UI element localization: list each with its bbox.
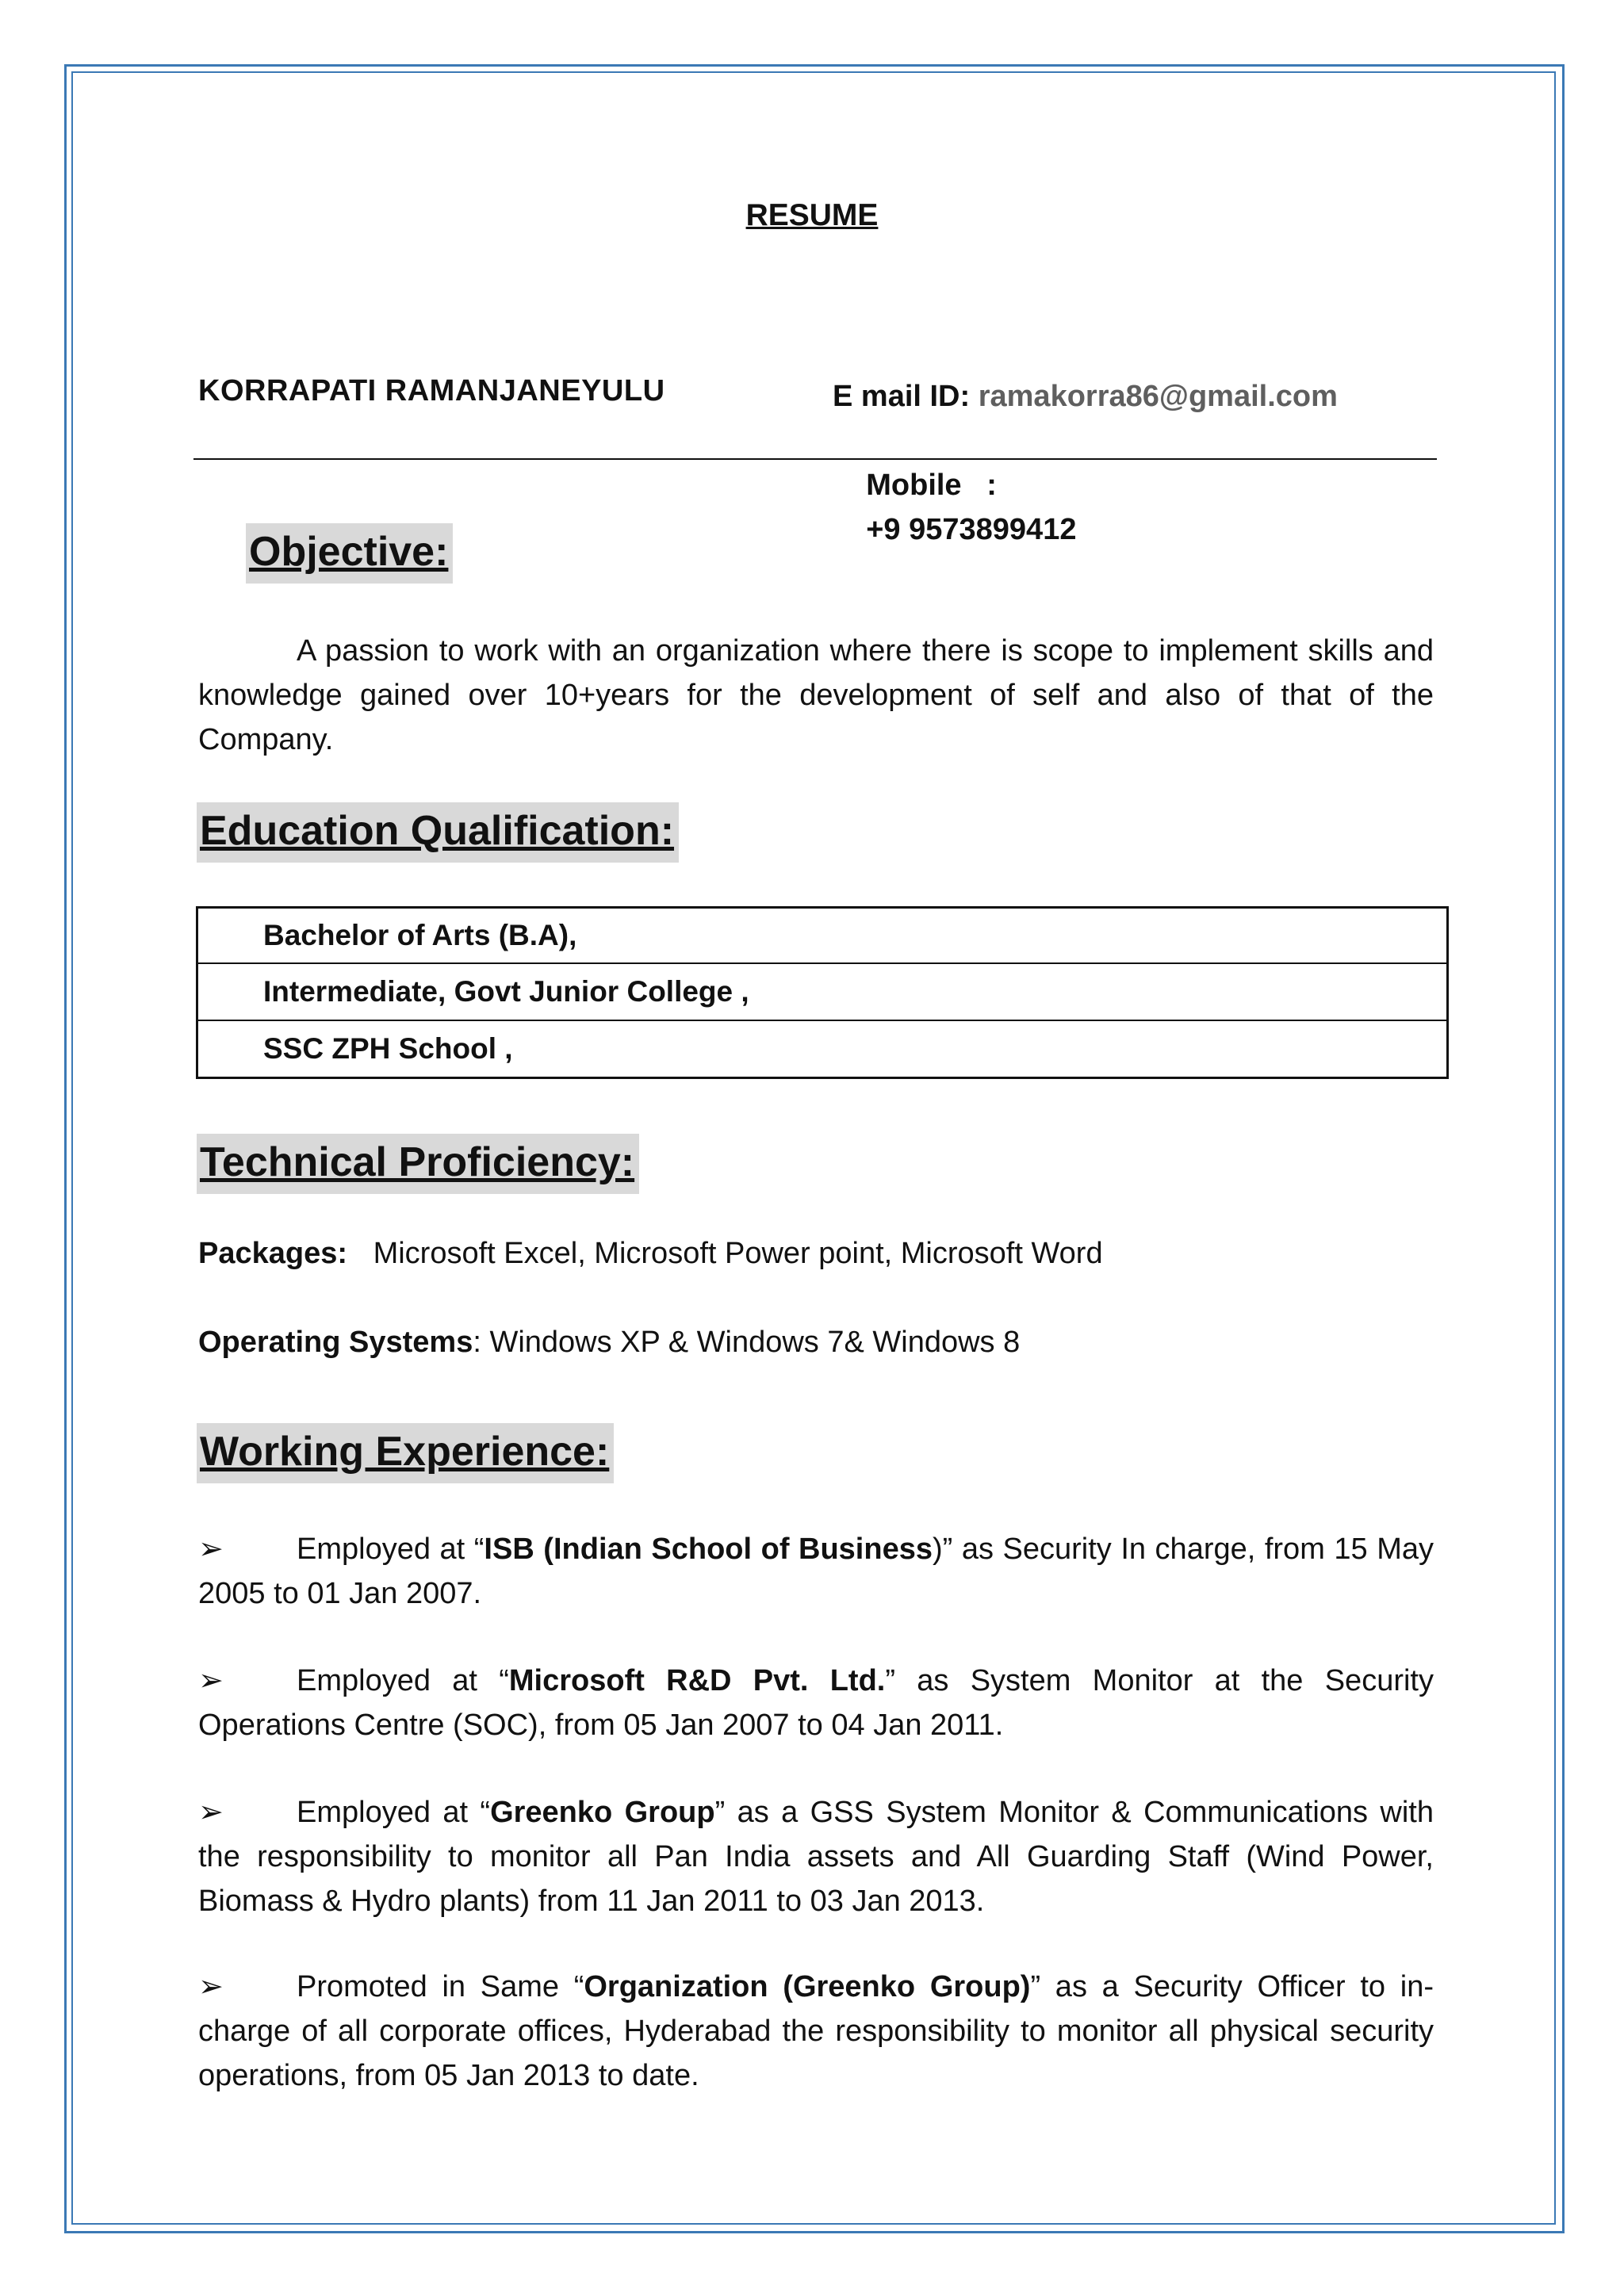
document-title: RESUME [745,198,879,232]
email-value[interactable]: ramakorra86@gmail.com [978,380,1338,413]
os-label: Operating Systems [198,1326,473,1359]
email-row [833,374,1338,419]
packages-line [198,1237,1103,1271]
education-cell: SSC ZPH School , [197,1020,1448,1078]
mobile-label: Mobile : [866,469,997,502]
employer-name: ISB (Indian School of Business [484,1533,933,1566]
education-row [197,963,1448,1020]
mobile-value: +9 9573899412 [866,513,1077,546]
arrow-bullet-icon: ➢ [198,1664,224,1697]
os-value: : Windows XP & Windows 7& Windows 8 [473,1326,1021,1359]
packages-label: Packages: [198,1237,348,1270]
objective-heading: Objective: [246,523,453,584]
experience-text: Promoted in Same “ [297,1970,584,2003]
experience-heading: Working Experience: [197,1423,614,1483]
arrow-bullet-icon: ➢ [198,1533,224,1566]
experience-item [198,1659,1434,1747]
contact-block [833,374,1338,596]
experience-text: ” as a GSS System Monitor & Communications with the responsibility to monitor all Pan India assets and All Guarding Staff (Wind Power, Biomass & Hydro plants) from 11 Jan 2011 to 03 Jan 2013. [198,1796,1434,1918]
objective-text: A passion to work with an organization where there is scope to implement skills and knowledge gained over 10+years for the development of self and also of that of the Company. [198,634,1434,756]
experience-item [198,1790,1434,1923]
experience-text: Employed at “ [297,1796,491,1829]
os-line [198,1326,1020,1360]
education-cell: Bachelor of Arts (B.A), [197,908,1448,964]
technical-heading: Technical Proficiency: [197,1134,639,1194]
experience-item [198,1965,1434,2098]
employer-name: Microsoft R&D Pvt. Ltd. [508,1664,886,1697]
education-heading: Education Qualification: [197,802,679,863]
education-table [196,906,1449,1079]
header-divider [193,458,1437,460]
experience-text: ” as a Security Officer to in-charge of all corporate offices, Hyderabad the responsibility to monitor all physical security operations, from 05 Jan 2013 to date. [198,1970,1434,2092]
employer-name: Organization (Greenko Group) [584,1970,1031,2003]
employer-name: Greenko Group [490,1796,715,1829]
education-row [197,908,1448,964]
arrow-bullet-icon: ➢ [198,1796,224,1829]
packages-value: Microsoft Excel, Microsoft Power point, Microsoft Word [373,1237,1103,1270]
arrow-bullet-icon: ➢ [198,1970,224,2003]
experience-text: Employed at “ [297,1664,509,1697]
experience-text: Employed at “ [297,1533,485,1566]
email-label: E mail ID: [833,380,971,413]
experience-text: )” as Security In charge, from 15 May 2005 to 01 Jan 2007. [198,1533,1434,1610]
experience-text: ” as System Monitor at the Security Operations Centre (SOC), from 05 Jan 2007 to 04 Jan 2011. [198,1664,1434,1742]
education-row [197,1020,1448,1078]
candidate-name: KORRAPATI RAMANJANEYULU [198,374,665,408]
experience-item [198,1527,1434,1616]
mobile-row [833,419,1338,596]
education-cell: Intermediate, Govt Junior College , [197,963,1448,1020]
